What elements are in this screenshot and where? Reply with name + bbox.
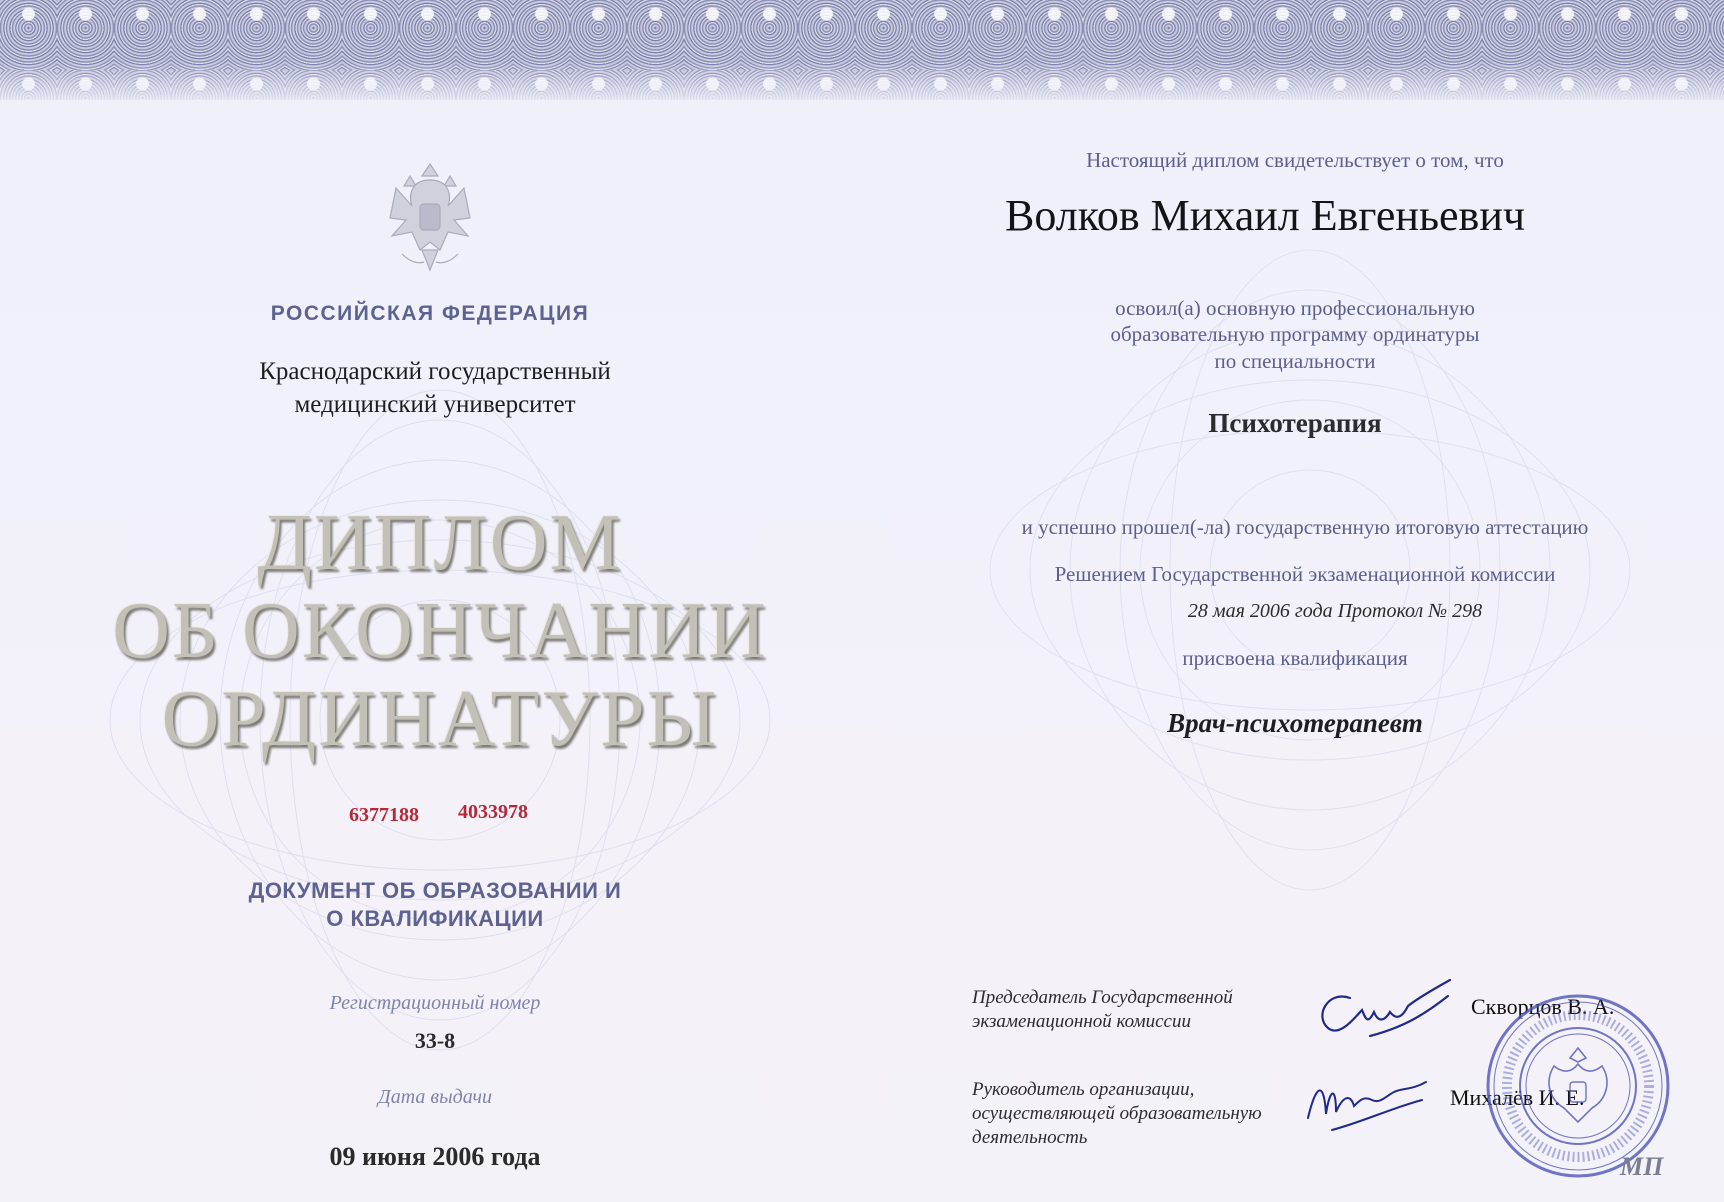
institution-name-line1: Краснодарский государственный [259, 358, 611, 385]
diploma-title-line2: ОБ ОКОНЧАНИИ [112, 587, 768, 675]
issue-date-value: 09 июня 2006 года [329, 1142, 541, 1171]
program-line1: освоил(а) основную профессиональную [1115, 296, 1475, 320]
chair-signature [1310, 976, 1460, 1048]
chair-role: Председатель Государственной экзаменационной комиссии [972, 987, 1233, 1032]
certificate-intro: Настоящий диплом свидетельствует о том, что [1086, 148, 1504, 172]
country-title: РОССИЙСКАЯ ФЕДЕРАЦИЯ [270, 302, 590, 325]
serial-series: 6377188 [349, 804, 419, 826]
head-role: Руководитель организации, осуществляющей образовательную деятельность [972, 1079, 1262, 1148]
decision-date-protocol: 28 мая 2006 года Протокол № 298 [1187, 600, 1483, 622]
commission-decision: Решением Государственной экзаменационной комиссии [1054, 562, 1556, 586]
attestation-line: и успешно прошел(-ла) государственную итоговую аттестацию [1021, 515, 1589, 539]
qualification-value: Врач-психотерапевт [1167, 708, 1423, 738]
program-line3: по специальности [1214, 349, 1376, 373]
qualification-label: присвоена квалификация [1182, 646, 1408, 670]
head-signature [1302, 1074, 1432, 1136]
russian-coat-of-arms-icon [382, 158, 478, 278]
stamp-place-mark: МП [1620, 1152, 1664, 1181]
issue-date-label: Дата выдачи [377, 1086, 493, 1108]
program-line2: образовательную программу ординатуры [1110, 322, 1480, 346]
registration-number-label: Регистрационный номер [329, 992, 541, 1014]
document-kind-line2: О КВАЛИФИКАЦИИ [326, 906, 544, 931]
chair-name: Скворцов В. А. [1471, 994, 1615, 1019]
serial-number: 4033978 [458, 801, 528, 823]
head-name: Михалёв И. Е. [1450, 1085, 1585, 1110]
registration-number-value: 33-8 [414, 1028, 456, 1053]
holder-name: Волков Михаил Евгеньевич [1004, 191, 1525, 240]
institution-name-line2: медицинский университет [294, 391, 576, 418]
top-border-fade [0, 62, 1724, 107]
document-kind-line1: ДОКУМЕНТ ОБ ОБРАЗОВАНИИ И [248, 878, 622, 903]
diploma-title-line3: ОРДИНАТУРЫ [161, 675, 719, 763]
diploma-title-line1: ДИПЛОМ [257, 499, 623, 587]
specialty-name: Психотерапия [1208, 408, 1382, 438]
